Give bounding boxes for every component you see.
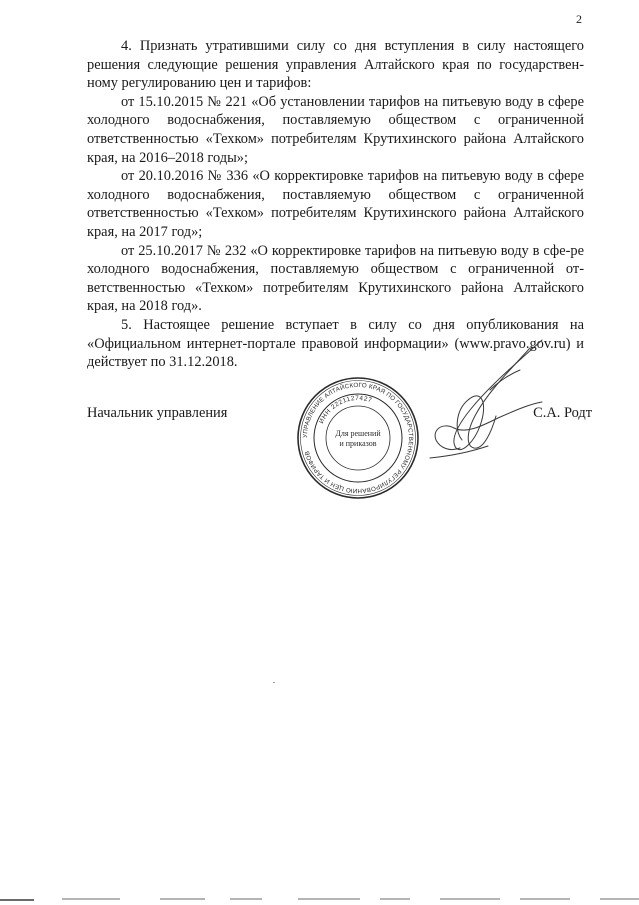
paragraph-decision-2016: от 20.10.2016 № 336 «О корректировке тарифов на питьевую воду в сфере холодного водоснабжения, поставляемую обществом с ограниченной ответственностью «Техком» потребителям Крутихинского района Алтайского края, на 2017 год»; <box>87 168 584 240</box>
scan-edge-artifact <box>0 893 639 905</box>
position-title: Начальник управления <box>87 405 228 421</box>
stamp-inn-text: ИНН 2221127427 <box>318 394 374 425</box>
paragraph-item-4: 4. Признать утратившими силу со дня вступления в силу настоящего решения следующие решения управления Алтайского края по государствен-ному регулированию цен и тарифов: <box>87 38 584 92</box>
document-body <box>87 37 584 372</box>
paragraph-decision-2017: от 25.10.2017 № 232 «О корректировке тарифов на питьевую воду в сфе-ре холодного водоснабжения, поставляемую обществом с ограниченной от-ветственностью «Техком» потребителям Крутихинского района Алтайского края, на 2018 год». <box>87 242 584 315</box>
paragraph-item-5: 5. Настоящее решение вступает в силу со дня опубликования на «Официальном интернет-портале правовой информации» (www.pravo.gov.ru) и действует по 31.12.2018. <box>87 316 584 371</box>
page-number: 2 <box>576 12 582 26</box>
stamp-center-line-1: Для решений <box>335 429 381 438</box>
signer-name: С.А. Родт <box>533 405 592 421</box>
stamp-center-line-2: и приказов <box>339 439 377 448</box>
stamp-ring-text: УПРАВЛЕНИЕ АЛТАЙСКОГО КРАЯ ПО ГОСУДАРСТВЕННОМУ РЕГУЛИРОВАНИЮ ЦЕН И ТАРИФОВ <box>301 381 415 495</box>
scan-speck <box>273 682 275 683</box>
paragraph-decision-2015: от 15.10.2015 № 221 «Об установлении тарифов на питьевую воду в сфере холодного водоснабжения, поставляемую обществом с ограниченной ответственностью «Техком» потребителям Крутихинского района Алтайского края, на 2016–2018 годы»; <box>87 93 584 166</box>
handwritten-signature <box>370 330 550 470</box>
